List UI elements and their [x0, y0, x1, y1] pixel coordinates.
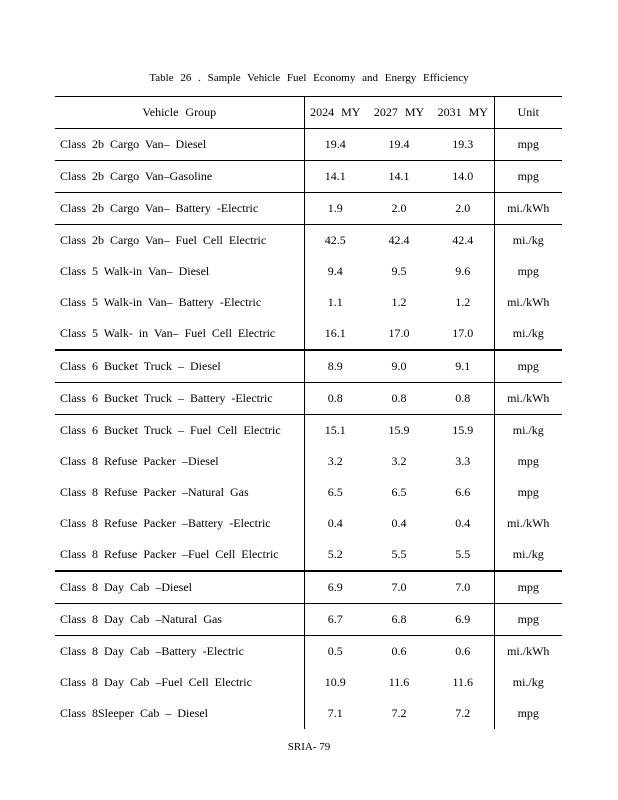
- table-row: [55, 350, 562, 383]
- unit-cell: mpg: [494, 604, 562, 636]
- value-2024-cell: 7.1: [304, 698, 366, 729]
- value-2027-cell: 9.0: [366, 350, 432, 383]
- value-2024-cell: 19.4: [304, 129, 366, 161]
- value-2027-cell: 42.4: [388, 233, 410, 247]
- vehicle-group-cell: Class 8Sleeper Cab – Diesel: [60, 706, 208, 720]
- table-row: [55, 287, 562, 318]
- value-2027-cell: 5.5: [366, 539, 432, 571]
- value-2027-cell: 9.5: [391, 264, 407, 278]
- vehicle-group-cell: Class 8 Day Cab –Diesel: [55, 571, 304, 604]
- page-number: SRIA- 79: [287, 741, 331, 753]
- table-row: [55, 256, 562, 287]
- table-row: [55, 667, 562, 698]
- value-2024-cell: 14.1: [304, 161, 366, 193]
- value-2024-cell: 0.4: [304, 508, 366, 539]
- value-2027-cell: 14.1: [366, 161, 432, 193]
- value-2024-cell: 42.5: [304, 225, 366, 257]
- unit-cell: mi./kWh: [494, 508, 562, 539]
- header-2031-my: 2031 MY: [432, 97, 494, 129]
- table-row: [55, 539, 562, 571]
- unit-cell: mpg: [494, 129, 562, 161]
- value-2027-cell: 0.8: [366, 383, 432, 415]
- unit-cell: mpg: [494, 256, 562, 287]
- unit-cell: mi./kWh: [494, 383, 562, 415]
- value-2027-cell: 17.0: [366, 318, 432, 350]
- header-row: [55, 97, 562, 129]
- unit-cell: mi./kWh: [494, 193, 562, 225]
- unit-cell: mpg: [494, 350, 562, 383]
- value-2024-cell: 9.4: [304, 256, 366, 287]
- vehicle-group-cell: Class 2b Cargo Van– Diesel: [55, 129, 304, 161]
- header-unit: Unit: [494, 97, 562, 129]
- value-2024-cell: 10.9: [304, 667, 366, 698]
- value-2027-cell: 2.0: [366, 193, 432, 225]
- value-2024-cell: 5.2: [304, 539, 366, 571]
- value-2024-cell: 6.7: [304, 604, 366, 636]
- value-2027-cell: 7.2: [391, 706, 407, 720]
- vehicle-group-cell: Class 5 Walk-in Van– Battery -Electric: [60, 295, 262, 309]
- vehicle-group-cell: Class 8 Refuse Packer –Natural Gas: [60, 485, 249, 499]
- value-2031-cell: 6.9: [432, 604, 494, 636]
- vehicle-group-cell: Class 5 Walk- in Van– Fuel Cell Electric: [55, 318, 304, 350]
- vehicle-group-cell: Class 8 Day Cab –Fuel Cell Electric: [60, 675, 252, 689]
- header-vehicle-group: Vehicle Group: [55, 97, 304, 129]
- value-2031-cell: 11.6: [452, 675, 474, 689]
- value-2027-cell: 0.4: [391, 516, 407, 530]
- value-2024-cell: 3.2: [304, 446, 366, 477]
- table-row: [55, 636, 562, 668]
- unit-cell: mi./kg: [494, 539, 562, 571]
- table-row: [55, 571, 562, 604]
- table-row: [55, 383, 562, 415]
- value-2024-cell: 0.8: [304, 383, 366, 415]
- value-2031-cell: 0.4: [455, 516, 471, 530]
- vehicle-group-cell: Class 8 Refuse Packer –Fuel Cell Electric: [55, 539, 304, 571]
- value-2027-cell: 11.6: [388, 675, 410, 689]
- table-row: [55, 193, 562, 225]
- value-2024-cell: 15.1: [304, 415, 366, 447]
- value-2031-cell: 9.1: [432, 350, 494, 383]
- value-2031-cell: 6.6: [455, 485, 471, 499]
- unit-cell: mi./kWh: [494, 287, 562, 318]
- value-2031-cell: 7.2: [455, 706, 471, 720]
- unit-cell: mpg: [494, 698, 562, 729]
- vehicle-group-cell: Class 2b Cargo Van– Battery -Electric: [55, 193, 304, 225]
- value-2031-cell: 2.0: [432, 193, 494, 225]
- value-2031-cell: 5.5: [432, 539, 494, 571]
- value-2027-cell: 0.6: [391, 644, 407, 658]
- value-2031-cell: 15.9: [452, 423, 474, 437]
- value-2031-cell: 19.3: [432, 129, 494, 161]
- unit-cell: mi./kg: [494, 667, 562, 698]
- value-2031-cell: 17.0: [432, 318, 494, 350]
- value-2031-cell: 0.8: [432, 383, 494, 415]
- table-row: [55, 415, 562, 447]
- value-2031-cell: 7.0: [432, 571, 494, 604]
- table-row: [55, 477, 562, 508]
- vehicle-group-cell: Class 8 Day Cab –Natural Gas: [55, 604, 304, 636]
- table-row: [55, 508, 562, 539]
- table-row: [55, 161, 562, 193]
- unit-cell: mi./kg: [494, 415, 562, 447]
- table-row: [55, 225, 562, 257]
- table-row: [55, 698, 562, 729]
- value-2024-cell: 1.9: [304, 193, 366, 225]
- value-2027-cell: 7.0: [366, 571, 432, 604]
- vehicle-group-cell: Class 5 Walk-in Van– Diesel: [60, 264, 210, 278]
- table-caption: Table 26 . Sample Vehicle Fuel Economy and Energy Efficiency: [149, 72, 469, 84]
- table-row: [55, 318, 562, 350]
- vehicle-group-cell: Class 6 Bucket Truck – Battery -Electric: [55, 383, 304, 415]
- value-2024-cell: 8.9: [304, 350, 366, 383]
- value-2027-cell: 19.4: [366, 129, 432, 161]
- value-2024-cell: 6.5: [304, 477, 366, 508]
- unit-cell: mpg: [494, 161, 562, 193]
- vehicle-group-cell: Class 8 Refuse Packer –Diesel: [60, 454, 219, 468]
- vehicle-group-cell: Class 6 Bucket Truck – Diesel: [55, 350, 304, 383]
- vehicle-group-cell: Class 8 Refuse Packer –Battery -Electric: [60, 516, 271, 530]
- vehicle-group-cell: Class 8 Day Cab –Battery -Electric: [60, 644, 244, 658]
- value-2027-cell: 6.5: [391, 485, 407, 499]
- value-2024-cell: 1.1: [304, 287, 366, 318]
- value-2031-cell: 9.6: [455, 264, 471, 278]
- value-2027-cell: 3.2: [391, 454, 407, 468]
- fuel-economy-table: [55, 96, 562, 729]
- unit-cell: mi./kg: [494, 225, 562, 257]
- table-row: [55, 446, 562, 477]
- vehicle-group-cell: Class 2b Cargo Van–Gasoline: [55, 161, 304, 193]
- unit-cell: mi./kWh: [494, 636, 562, 668]
- table-row: [55, 604, 562, 636]
- header-2024-my: 2024 MY: [304, 97, 366, 129]
- value-2027-cell: 15.9: [388, 423, 410, 437]
- value-2031-cell: 42.4: [452, 233, 474, 247]
- value-2024-cell: 16.1: [304, 318, 366, 350]
- unit-cell: mpg: [494, 571, 562, 604]
- unit-cell: mpg: [494, 477, 562, 508]
- table-header: [55, 97, 562, 129]
- unit-cell: mpg: [494, 446, 562, 477]
- vehicle-group-cell: Class 2b Cargo Van– Fuel Cell Electric: [60, 233, 267, 247]
- table-body: [55, 129, 562, 730]
- value-2031-cell: 3.3: [455, 454, 471, 468]
- table-row: [55, 129, 562, 161]
- value-2027-cell: 6.8: [366, 604, 432, 636]
- value-2031-cell: 14.0: [432, 161, 494, 193]
- value-2031-cell: 1.2: [455, 295, 471, 309]
- vehicle-group-cell: Class 6 Bucket Truck – Fuel Cell Electric: [60, 423, 281, 437]
- value-2027-cell: 1.2: [391, 295, 407, 309]
- value-2024-cell: 6.9: [304, 571, 366, 604]
- header-2027-my: 2027 MY: [366, 97, 432, 129]
- value-2031-cell: 0.6: [455, 644, 471, 658]
- value-2024-cell: 0.5: [304, 636, 366, 668]
- unit-cell: mi./kg: [494, 318, 562, 350]
